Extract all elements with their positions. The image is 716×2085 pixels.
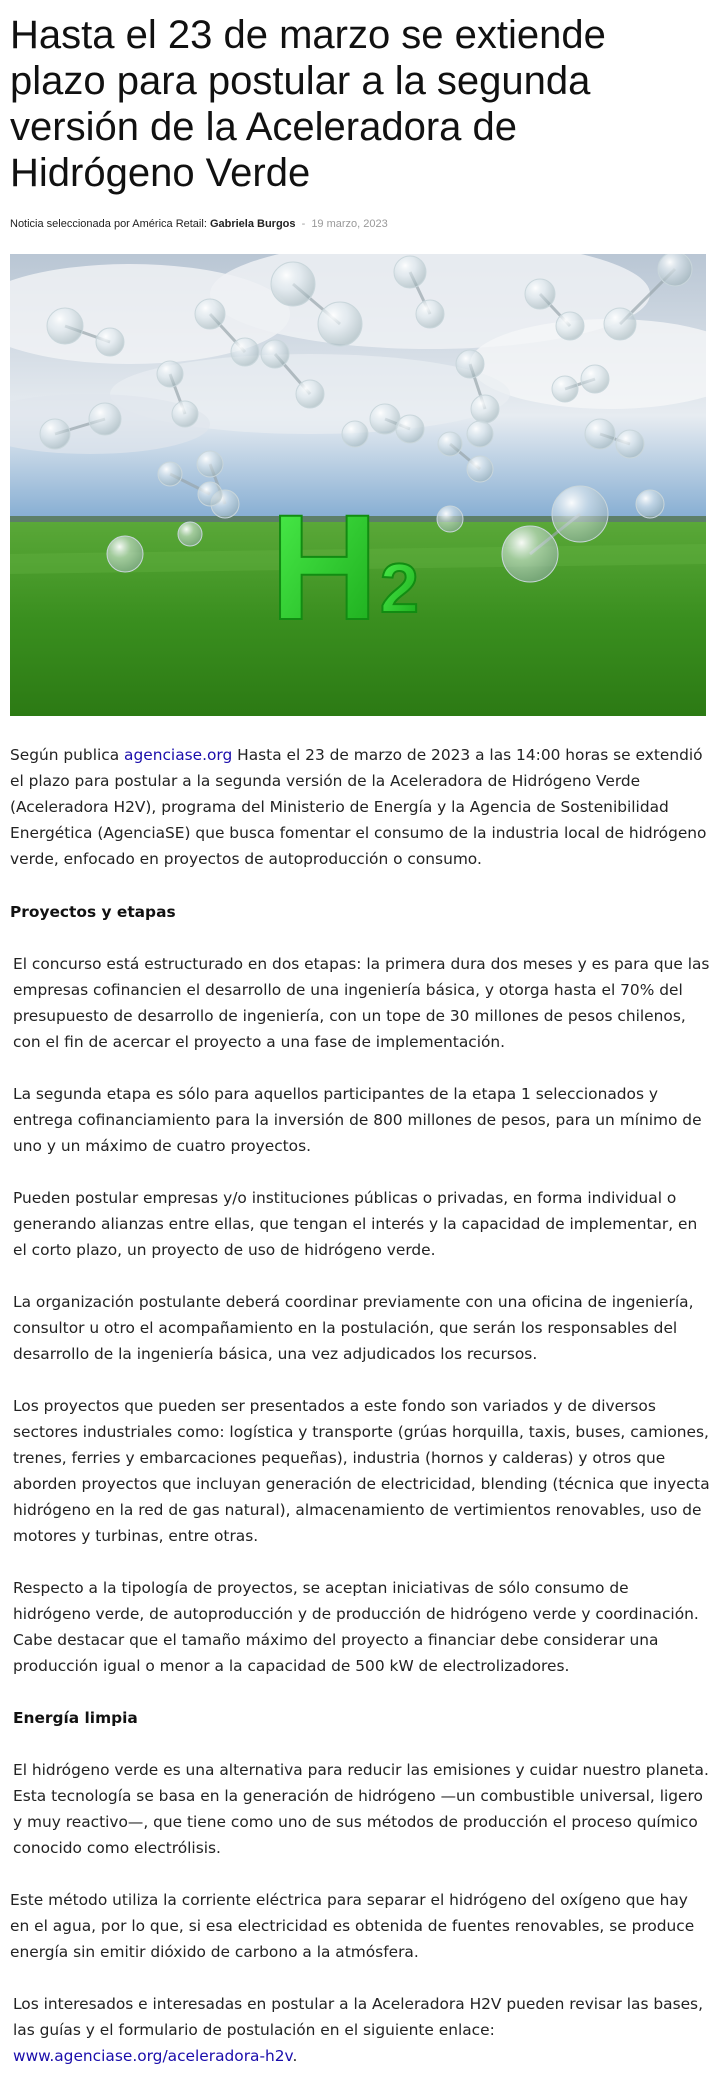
article-meta [10, 218, 388, 230]
h-letter: H [270, 483, 379, 651]
paragraph-hidrogeno-verde: El hidrógeno verde es una alternativa para reducir las emisiones y cuidar nuestro planeta. Esta tecnología se basa en la generación de hidrógeno —un combustible universal, ligero y muy reactivo—, que tiene como uno de sus métodos de producción el proceso químico conocido como electrólisis. [13, 1761, 709, 1857]
aceleradora-link[interactable]: www.agenciase.org/aceleradora-h2v [13, 2047, 293, 2065]
section-heading-energia: Energía limpia [13, 1709, 138, 1727]
paragraph-etapas: El concurso está estructurado en dos etapas: la primera dura dos meses y es para que las empresas cofinancien el desarrollo de una ingeniería básica, y otorga hasta el 70% del presupuesto de desarrollo de ingeniería, con un tope de 30 millones de pesos chilenos, con el fin de acercar el proyecto a una fase de implementación. [13, 955, 710, 1051]
intro-prefix: Según publica [10, 746, 125, 764]
paragraph-proyectos-sectores: Los proyectos que pueden ser presentados a este fondo son variados y de diversos sectores industriales como: logística y transporte (grúas horquilla, taxis, buses, camiones, trenes, ferries y embarcaciones pequeñas), industria (hornos y calderas) y otros que aborden proyectos que incluyan generación de electricidad, blending (técnica que inyecta hidrógeno en la red de gas natural), almacenamiento de vertimientos renovables, uso de motores y turbinas, entre otras. [13, 1397, 710, 1545]
paragraph-segunda-etapa: La segunda etapa es sólo para aquellos participantes de la etapa 1 seleccionados y entrega cofinanciamiento para la inversión de 800 millones de pesos, para un mínimo de uno y un máximo de cuatro proyectos. [13, 1085, 702, 1155]
meta-prefix: Noticia seleccionada por América Retail: [10, 218, 210, 230]
agenciase-link[interactable]: agenciase.org [124, 746, 233, 764]
paragraph-metodo: Este método utiliza la corriente eléctrica para separar el hidrógeno del oxígeno que hay en el agua, por lo que, si esa electricidad es obtenida de fuentes renovables, se produce energía sin emitir dióxido de carbono a la atmósfera. [10, 1891, 695, 1961]
author-link[interactable]: Gabriela Burgos [209, 218, 296, 230]
meta-separator: - [301, 218, 306, 230]
paragraph-interesados [13, 1991, 710, 2069]
paragraph-organizacion: La organización postulante deberá coordinar previamente con una oficina de ingeniería, consultor u otro el acompañamiento en la postulación, que serán los responsables del desarrollo de la ingeniería básica, una vez adjudicados los recursos. [13, 1293, 694, 1363]
interesados-prefix: Los interesados e interesadas en postular a la Aceleradora H2V pueden revisar las bases, las guías y el formulario de postulación en el siguiente enlace: [13, 1995, 703, 2039]
intro-paragraph [10, 742, 710, 872]
article-title: Hasta el 23 de marzo se extiende plazo para postular a la segunda versión de la Aceleradora de Hidrógeno Verde [10, 13, 606, 195]
section-heading-proyectos: Proyectos y etapas [10, 903, 176, 921]
paragraph-tipologia: Respecto a la tipología de proyectos, se aceptan iniciativas de sólo consumo de hidrógeno verde, de autoproducción y de producción de hidrógeno verde y coordinación. Cabe destacar que el tamaño máximo del proyecto a financiar debe considerar una producción igual o menor a la capacidad de 500 kW de electrolizadores. [13, 1579, 699, 1675]
hero-image [10, 254, 706, 716]
publish-date: 19 marzo, 2023 [311, 218, 388, 230]
interesados-suffix: . [292, 2047, 298, 2065]
paragraph-postulantes: Pueden postular empresas y/o instituciones públicas o privadas, en forma individual o generando alianzas entre ellas, que tengan el interés y la capacidad de implementar, en el corto plazo, un proyecto de uso de hidrógeno verde. [13, 1189, 698, 1259]
subscript-two: 2 [380, 549, 419, 627]
intro-rest: Hasta el 23 de marzo de 2023 a las 14:00 horas se extendió el plazo para postular a la segunda versión de la Aceleradora de Hidrógeno Verde (Aceleradora H2V), programa del Ministerio de Energía y la Agencia de Sostenibilidad Energética (AgenciaSE) que busca fomentar el consumo de la industria local de hidrógeno verde, enfocado en proyectos de autoproducción o consumo. [10, 746, 707, 868]
